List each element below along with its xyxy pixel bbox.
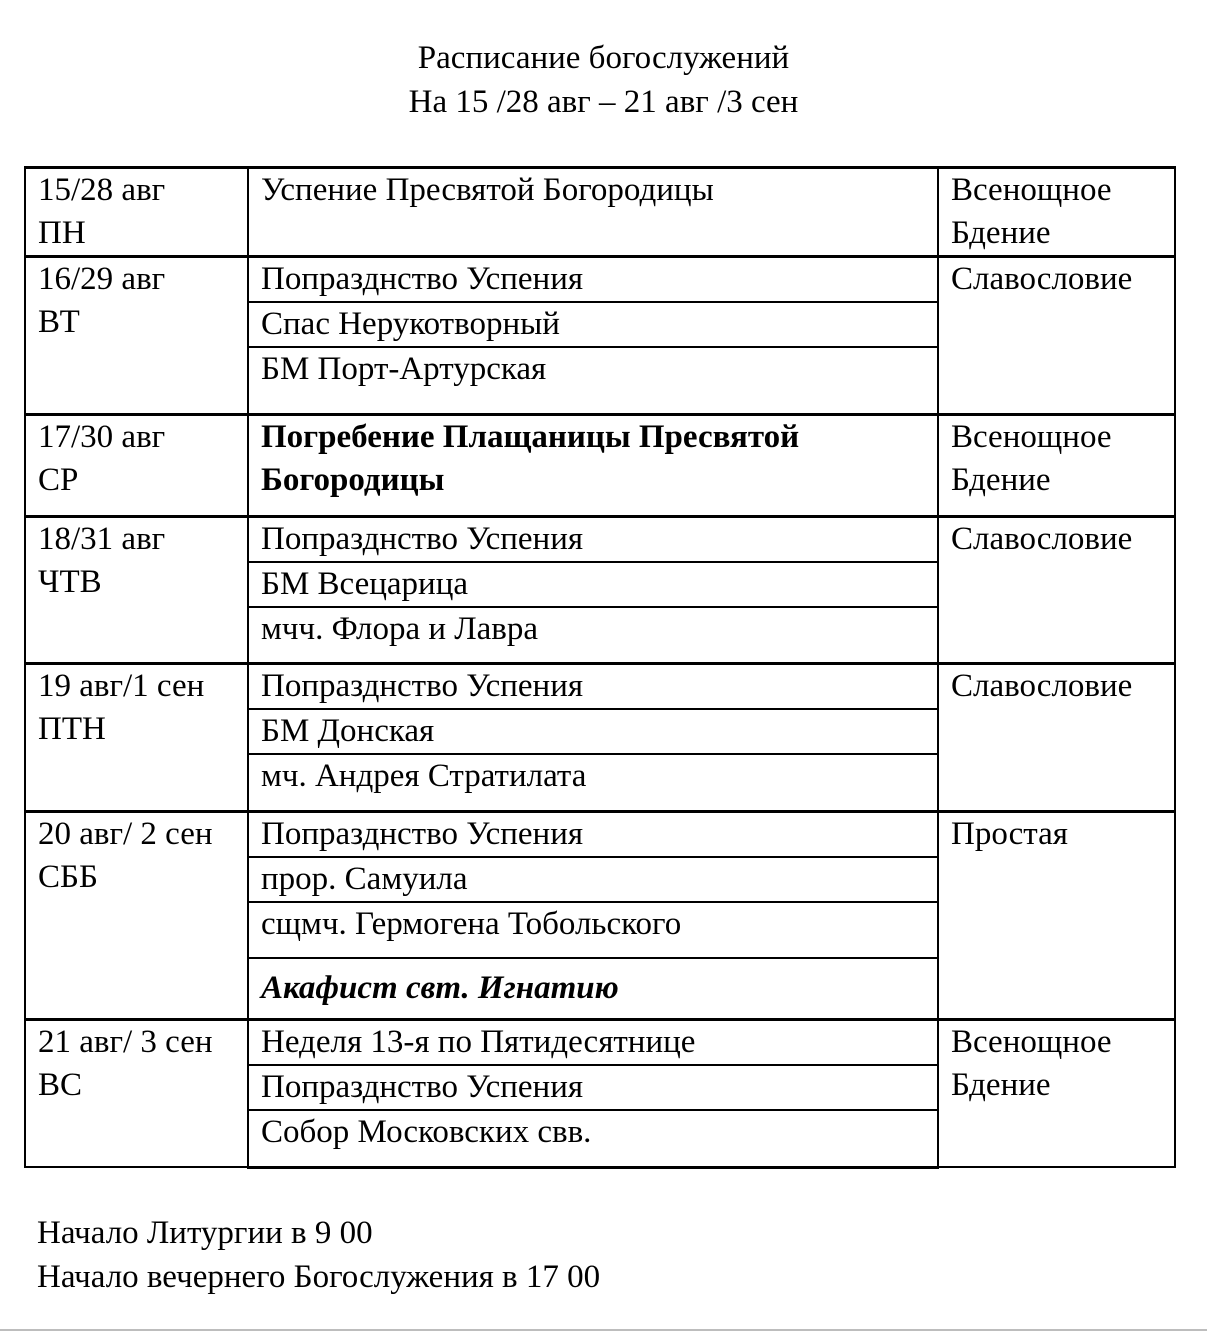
- day-weekday: СР: [38, 461, 79, 498]
- day-group: [25, 516, 1175, 664]
- service-type-cell: [938, 516, 1175, 664]
- feast-name: Попразднство Успения: [261, 261, 584, 297]
- service-type: Славословие: [951, 261, 1133, 297]
- service-type: Бдение: [951, 1067, 1051, 1103]
- liturgy-start-time: Начало Литургии в 9 00: [37, 1215, 373, 1251]
- day-weekday: ЧТВ: [38, 563, 102, 600]
- day-date-cell: [25, 168, 248, 257]
- day-date: 15/28 авг: [38, 172, 166, 208]
- table-row: [25, 257, 1175, 303]
- feast-cell: [248, 754, 938, 811]
- day-date-cell: [25, 664, 248, 812]
- feast-name: мч. Андрея Стратилата: [261, 758, 587, 794]
- feast-name: Погребение Плащаницы Пресвятой Богородицы: [261, 418, 800, 498]
- feast-name: Попразднство Успения: [261, 1069, 584, 1105]
- day-group: [25, 414, 1175, 516]
- feast-name: Спас Нерукотворный: [261, 306, 560, 342]
- day-weekday: ВТ: [38, 304, 80, 340]
- page-header: [0, 36, 1207, 124]
- feast-cell: [248, 811, 938, 857]
- feast-cell: [248, 516, 938, 562]
- service-type: Всенощное: [951, 172, 1112, 208]
- day-date-cell: [25, 257, 248, 415]
- feast-cell: [248, 607, 938, 664]
- feast-name: сщмч. Гермогена Тобольского: [261, 905, 682, 942]
- feast-name: Попразднство Успения: [261, 668, 584, 704]
- feast-cell: [248, 709, 938, 754]
- day-date-cell: [25, 414, 248, 516]
- day-date: 21 авг/ 3 сен: [38, 1024, 213, 1060]
- day-group: [25, 811, 1175, 1020]
- day-group: [25, 1020, 1175, 1168]
- feast-name: Успение Пресвятой Богородицы: [261, 172, 714, 208]
- feast-name: Неделя 13-я по Пятидесятнице: [261, 1024, 696, 1060]
- schedule-table: [24, 166, 1176, 1169]
- feast-cell: [248, 1110, 938, 1167]
- day-group: [25, 257, 1175, 415]
- table-row: [25, 1020, 1175, 1066]
- day-weekday: ПН: [38, 215, 86, 251]
- service-type-cell: [938, 257, 1175, 415]
- day-weekday: ПТН: [38, 711, 106, 747]
- service-type-cell: [938, 664, 1175, 812]
- feast-name: Акафист свт. Игнатию: [261, 969, 619, 1006]
- service-type-cell: [938, 168, 1175, 257]
- bottom-divider: [0, 1329, 1207, 1331]
- feast-cell: [248, 414, 938, 516]
- day-date: 19 авг/1 сен: [38, 668, 205, 704]
- day-weekday: ВС: [38, 1067, 83, 1103]
- day-group: [25, 664, 1175, 812]
- day-date: 17/30 авг: [38, 418, 166, 455]
- day-date: 20 авг/ 2 сен: [38, 815, 213, 852]
- feast-cell: [248, 902, 938, 958]
- feast-name: БМ Донская: [261, 713, 435, 749]
- day-date: 18/31 авг: [38, 520, 166, 557]
- feast-cell: [248, 664, 938, 710]
- feast-name: мчч. Флора и Лавра: [261, 610, 539, 647]
- feast-cell: [248, 1065, 938, 1110]
- page-title: Расписание богослужений: [417, 40, 790, 76]
- feast-cell: [248, 857, 938, 902]
- service-type: Славословие: [951, 668, 1133, 704]
- table-row: [25, 414, 1175, 516]
- service-type: Всенощное: [951, 418, 1112, 455]
- day-weekday: СББ: [38, 858, 98, 895]
- day-date: 16/29 авг: [38, 261, 166, 297]
- feast-name: Собор Московских свв.: [261, 1114, 592, 1150]
- feast-cell: [248, 302, 938, 347]
- service-type-cell: [938, 811, 1175, 1020]
- feast-cell: [248, 958, 938, 1020]
- service-type: Бдение: [951, 215, 1051, 251]
- service-type: Всенощное: [951, 1024, 1112, 1060]
- feast-cell: [248, 562, 938, 607]
- feast-name: БМ Всецарица: [261, 565, 469, 602]
- table-row: [25, 516, 1175, 562]
- feast-cell: [248, 347, 938, 414]
- service-type: Бдение: [951, 461, 1051, 498]
- service-type: Простая: [951, 815, 1068, 852]
- feast-name: БМ Порт-Артурская: [261, 351, 547, 387]
- table-row: [25, 168, 1175, 257]
- day-date-cell: [25, 811, 248, 1020]
- evening-service-start-time: Начало вечернего Богослужения в 17 00: [37, 1259, 601, 1295]
- schedule-period: На 15 /28 авг – 21 авг /3 сен: [408, 84, 799, 120]
- day-group: [25, 168, 1175, 257]
- feast-name: Попразднство Успения: [261, 815, 584, 852]
- feast-cell: [248, 168, 938, 257]
- feast-cell: [248, 257, 938, 303]
- day-date-cell: [25, 1020, 248, 1168]
- feast-name: Попразднство Успения: [261, 520, 584, 557]
- service-type-cell: [938, 414, 1175, 516]
- service-type-cell: [938, 1020, 1175, 1168]
- table-row: [25, 811, 1175, 857]
- day-date-cell: [25, 516, 248, 664]
- feast-name: прор. Самуила: [261, 860, 468, 897]
- service-type: Славословие: [951, 520, 1133, 557]
- service-times: [37, 1211, 600, 1299]
- table-row: [25, 664, 1175, 710]
- feast-cell: [248, 1020, 938, 1066]
